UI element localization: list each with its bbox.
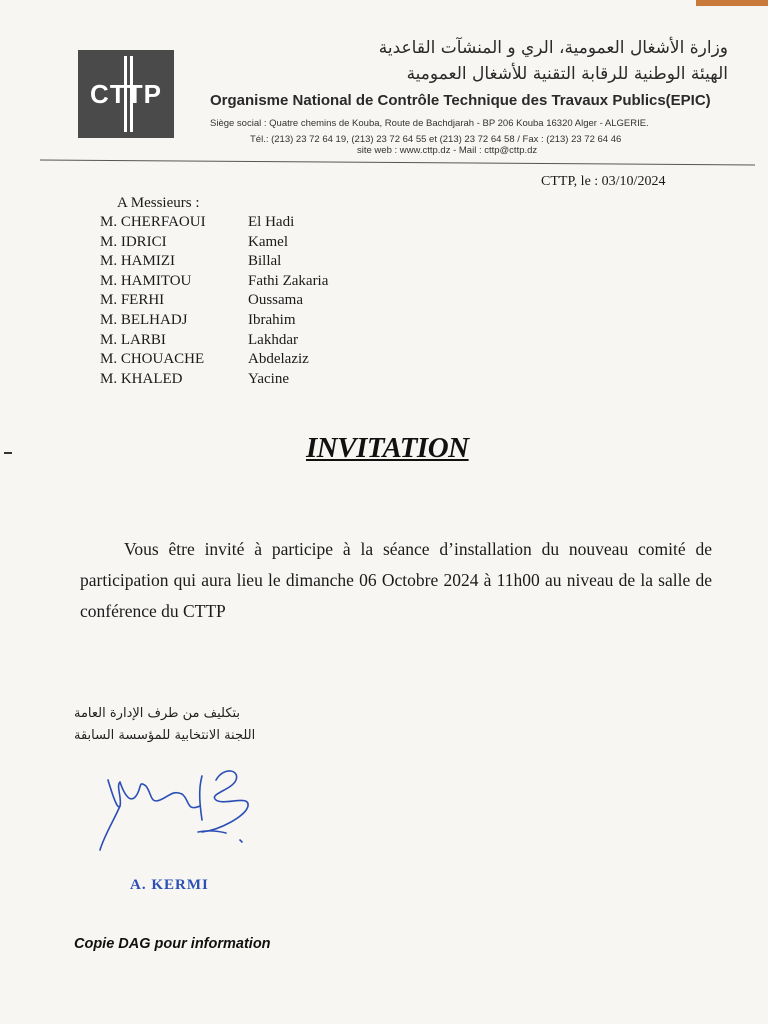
invitation-body: Vous être invité à participe à la séance d’installation du nouveau comité de participation qui aura lieu le dimanche 06 Octobre 2024 à 11h00 au niveau de la salle de conférence du CTTP — [80, 539, 712, 621]
header-divider — [40, 160, 755, 166]
list-item: M. CHERFAOUI El Hadi — [100, 214, 295, 230]
recipients-title: A Messieurs : — [117, 195, 200, 211]
cttp-logo — [78, 50, 174, 138]
list-item: M. HAMITOU Fathi Zakaria — [100, 272, 329, 289]
signature-line-arabic-2: اللجنة الانتخابية للمؤسسة السابقة — [74, 728, 256, 743]
list-item: M. FERHI Oussama — [100, 292, 303, 309]
date-line: CTTP, le : 03/10/2024 — [541, 174, 666, 189]
organisation-name: Organisme National de Contrôle Technique des Travaux Publics(EPIC) — [210, 92, 711, 109]
copy-note: Copie DAG pour information — [74, 936, 271, 952]
address-line: Siège social : Quatre chemins de Kouba, Route de Bachdjarah - BP 206 Kouba 16320 Alger - ALGERIE. — [210, 118, 649, 129]
recipients-list — [100, 214, 328, 390]
margin-mark — [4, 452, 12, 454]
list-item: M. KHALED Yacine — [100, 370, 289, 387]
phone-line: Tél.: (213) 23 72 64 19, (213) 23 72 64 55 et (213) 23 72 64 58 / Fax : (213) 23 72 64 46 — [250, 134, 622, 145]
handwritten-signature — [90, 760, 270, 860]
logo-text: CTTP — [90, 78, 162, 109]
list-item: M. IDRICI Kamel — [100, 233, 288, 250]
signer-name: A. KERMI — [130, 877, 209, 893]
ministry-arabic: وزارة الأشغال العمومية، الري و المنشآت القاعدية — [378, 38, 728, 58]
web-line: site web : www.cttp.dz - Mail : cttp@cttp.dz — [357, 145, 538, 156]
signature-line-arabic-1: بتكليف من طرف الإدارة العامة — [74, 706, 241, 721]
page-title: INVITATION — [306, 432, 469, 464]
list-item: M. BELHADJ Ibrahim — [100, 311, 296, 328]
list-item: M. CHOUACHE Abdelaziz — [100, 351, 309, 368]
list-item: M. LARBI Lakhdar — [100, 331, 298, 348]
agency-arabic: الهيئة الوطنية للرقابة التقنية للأشغال العمومية — [406, 64, 728, 84]
corner-tab — [696, 0, 768, 6]
list-item: M. HAMIZI Billal — [100, 253, 282, 270]
